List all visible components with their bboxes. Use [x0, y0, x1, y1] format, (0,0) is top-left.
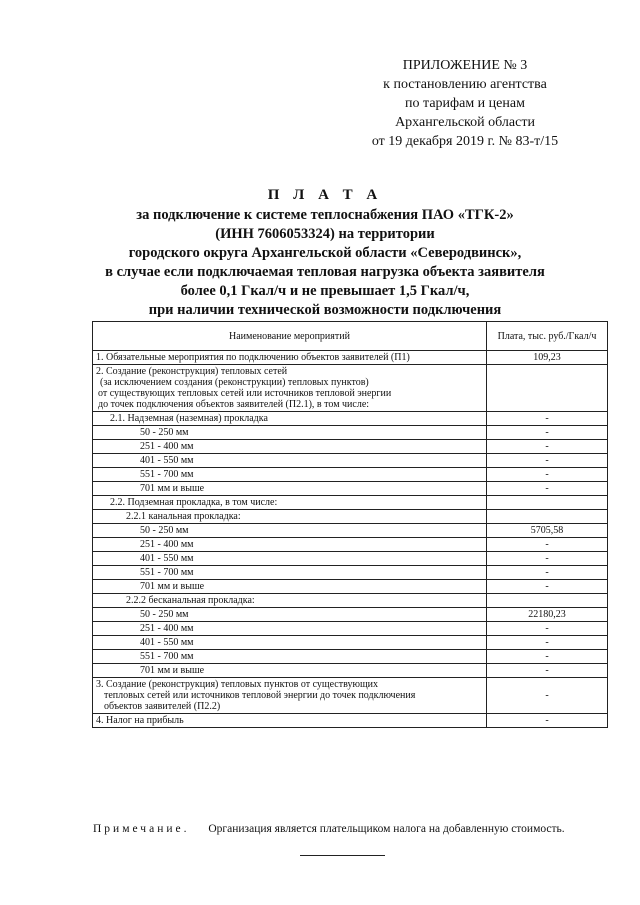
activity-name: 2.2. Подземная прокладка, в том числе:	[110, 497, 278, 508]
activity-name: 401 - 550 мм	[140, 553, 194, 564]
activity-name: 2. Создание (реконструкция) тепловых сетей	[96, 366, 288, 377]
title-line: (ИНН 7606053324) на территории	[215, 226, 435, 242]
table-row	[93, 538, 608, 552]
fee-value: 5705,58	[487, 524, 608, 538]
fee-value	[487, 510, 608, 524]
activity-cell	[93, 636, 487, 650]
activity-name: 50 - 250 мм	[140, 609, 189, 620]
table-row	[93, 365, 608, 412]
activity-name: 2.2.1 канальная прокладка:	[126, 511, 241, 522]
table-row	[93, 594, 608, 608]
table-row	[93, 482, 608, 496]
activity-name: 1. Обязательные мероприятия по подключению объектов заявителей (П1)	[96, 352, 410, 363]
activity-name: 50 - 250 мм	[140, 525, 189, 536]
activity-name: 551 - 700 мм	[140, 651, 194, 662]
fee-value: -	[487, 412, 608, 426]
fee-value: -	[487, 714, 608, 728]
fee-value: -	[487, 566, 608, 580]
table-row	[93, 552, 608, 566]
fee-value: -	[487, 636, 608, 650]
activity-name: 401 - 550 мм	[140, 455, 194, 466]
table-row	[93, 468, 608, 482]
appendix-line: по тарифам и ценам	[405, 96, 525, 111]
activity-name-line: тепловых сетей или источников тепловой энергии до точек подключения	[104, 690, 416, 701]
document-title	[60, 184, 590, 320]
activity-name-line: объектов заявителей (П2.2)	[104, 701, 221, 712]
appendix-line: к постановлению агентства	[383, 77, 547, 92]
activity-cell	[93, 365, 487, 412]
activity-cell	[93, 426, 487, 440]
fee-value: -	[487, 426, 608, 440]
table-row	[93, 496, 608, 510]
title-line: городского округа Архангельской области «Северодвинск»,	[128, 245, 522, 261]
header-activity: Наименование мероприятий	[93, 322, 487, 351]
title-heading: П Л А Т А	[267, 187, 383, 203]
table-row	[93, 454, 608, 468]
fee-value: -	[487, 650, 608, 664]
table-row	[93, 566, 608, 580]
table-row	[93, 678, 608, 714]
activity-name: 701 мм и выше	[140, 483, 205, 494]
fee-value: -	[487, 468, 608, 482]
fee-value	[487, 365, 608, 412]
activity-cell	[93, 608, 487, 622]
activity-cell	[93, 566, 487, 580]
table-header-row	[93, 322, 608, 351]
title-line: более 0,1 Гкал/ч и не превышает 1,5 Гкал/ч,	[180, 283, 470, 299]
activity-cell	[93, 351, 487, 365]
activity-cell	[93, 650, 487, 664]
activity-name: 4. Налог на прибыль	[96, 715, 184, 726]
table-row	[93, 608, 608, 622]
activity-name: 551 - 700 мм	[140, 469, 194, 480]
footnote	[93, 823, 613, 835]
table-row	[93, 664, 608, 678]
fee-value: -	[487, 440, 608, 454]
activity-cell	[93, 412, 487, 426]
activity-name: 251 - 400 мм	[140, 441, 194, 452]
fee-value: -	[487, 538, 608, 552]
table-row	[93, 524, 608, 538]
table-row	[93, 412, 608, 426]
activity-cell	[93, 594, 487, 608]
table-row	[93, 426, 608, 440]
fee-value: -	[487, 482, 608, 496]
activity-cell	[93, 482, 487, 496]
fee-value: -	[487, 454, 608, 468]
title-line: за подключение к системе теплоснабжения ПАО «ТГК-2»	[136, 207, 514, 223]
activity-cell	[93, 468, 487, 482]
fee-table	[92, 321, 608, 728]
activity-cell	[93, 524, 487, 538]
fee-value	[487, 594, 608, 608]
activity-name-line: (за исключением создания (реконструкции) тепловых пунктов)	[100, 377, 369, 388]
activity-cell	[93, 538, 487, 552]
fee-value: -	[487, 552, 608, 566]
footnote-label: Примечание.	[93, 823, 190, 835]
activity-cell	[93, 622, 487, 636]
fee-value: -	[487, 664, 608, 678]
activity-name: 2.2.2 бесканальная прокладка:	[126, 595, 255, 606]
title-line: в случае если подключаемая тепловая нагрузка объекта заявителя	[105, 264, 545, 280]
appendix-line: ПРИЛОЖЕНИЕ № 3	[402, 58, 528, 73]
activity-name-line: до точек подключения объектов заявителей (П2.1), в том числе:	[98, 399, 370, 410]
table-row	[93, 650, 608, 664]
table-row	[93, 714, 608, 728]
activity-cell	[93, 510, 487, 524]
activity-cell	[93, 454, 487, 468]
activity-name: 701 мм и выше	[140, 665, 205, 676]
fee-table-body	[93, 351, 608, 728]
appendix-block	[345, 56, 585, 151]
table-row	[93, 636, 608, 650]
activity-name: 3. Создание (реконструкция) тепловых пунктов от существующих	[96, 679, 378, 690]
appendix-line: Архангельской области	[395, 115, 535, 130]
table-row	[93, 510, 608, 524]
activity-name: 50 - 250 мм	[140, 427, 189, 438]
activity-cell	[93, 496, 487, 510]
activity-name-line: от существующих тепловых сетей или источников тепловой энергии	[98, 388, 392, 399]
table-row	[93, 622, 608, 636]
table-row	[93, 580, 608, 594]
table-row	[93, 351, 608, 365]
closing-rule	[300, 855, 385, 856]
activity-cell	[93, 678, 487, 714]
header-fee: Плата, тыс. руб./Гкал/ч	[487, 322, 608, 351]
fee-value: -	[487, 580, 608, 594]
fee-value: 109,23	[487, 351, 608, 365]
fee-value: -	[487, 622, 608, 636]
activity-name: 2.1. Надземная (наземная) прокладка	[110, 413, 268, 424]
activity-name: 551 - 700 мм	[140, 567, 194, 578]
fee-value: 22180,23	[487, 608, 608, 622]
appendix-line: от 19 декабря 2019 г. № 83-т/15	[371, 134, 559, 149]
activity-name: 401 - 550 мм	[140, 637, 194, 648]
activity-cell	[93, 714, 487, 728]
activity-name: 251 - 400 мм	[140, 623, 194, 634]
activity-cell	[93, 664, 487, 678]
fee-value	[487, 496, 608, 510]
activity-name: 701 мм и выше	[140, 581, 205, 592]
activity-cell	[93, 552, 487, 566]
activity-cell	[93, 440, 487, 454]
activity-name: 251 - 400 мм	[140, 539, 194, 550]
fee-value: -	[487, 678, 608, 714]
title-line: при наличии технической возможности подключения	[148, 302, 502, 318]
activity-cell	[93, 580, 487, 594]
table-row	[93, 440, 608, 454]
footnote-text: Организация является плательщиком налога на добавленную стоимость.	[208, 823, 565, 835]
